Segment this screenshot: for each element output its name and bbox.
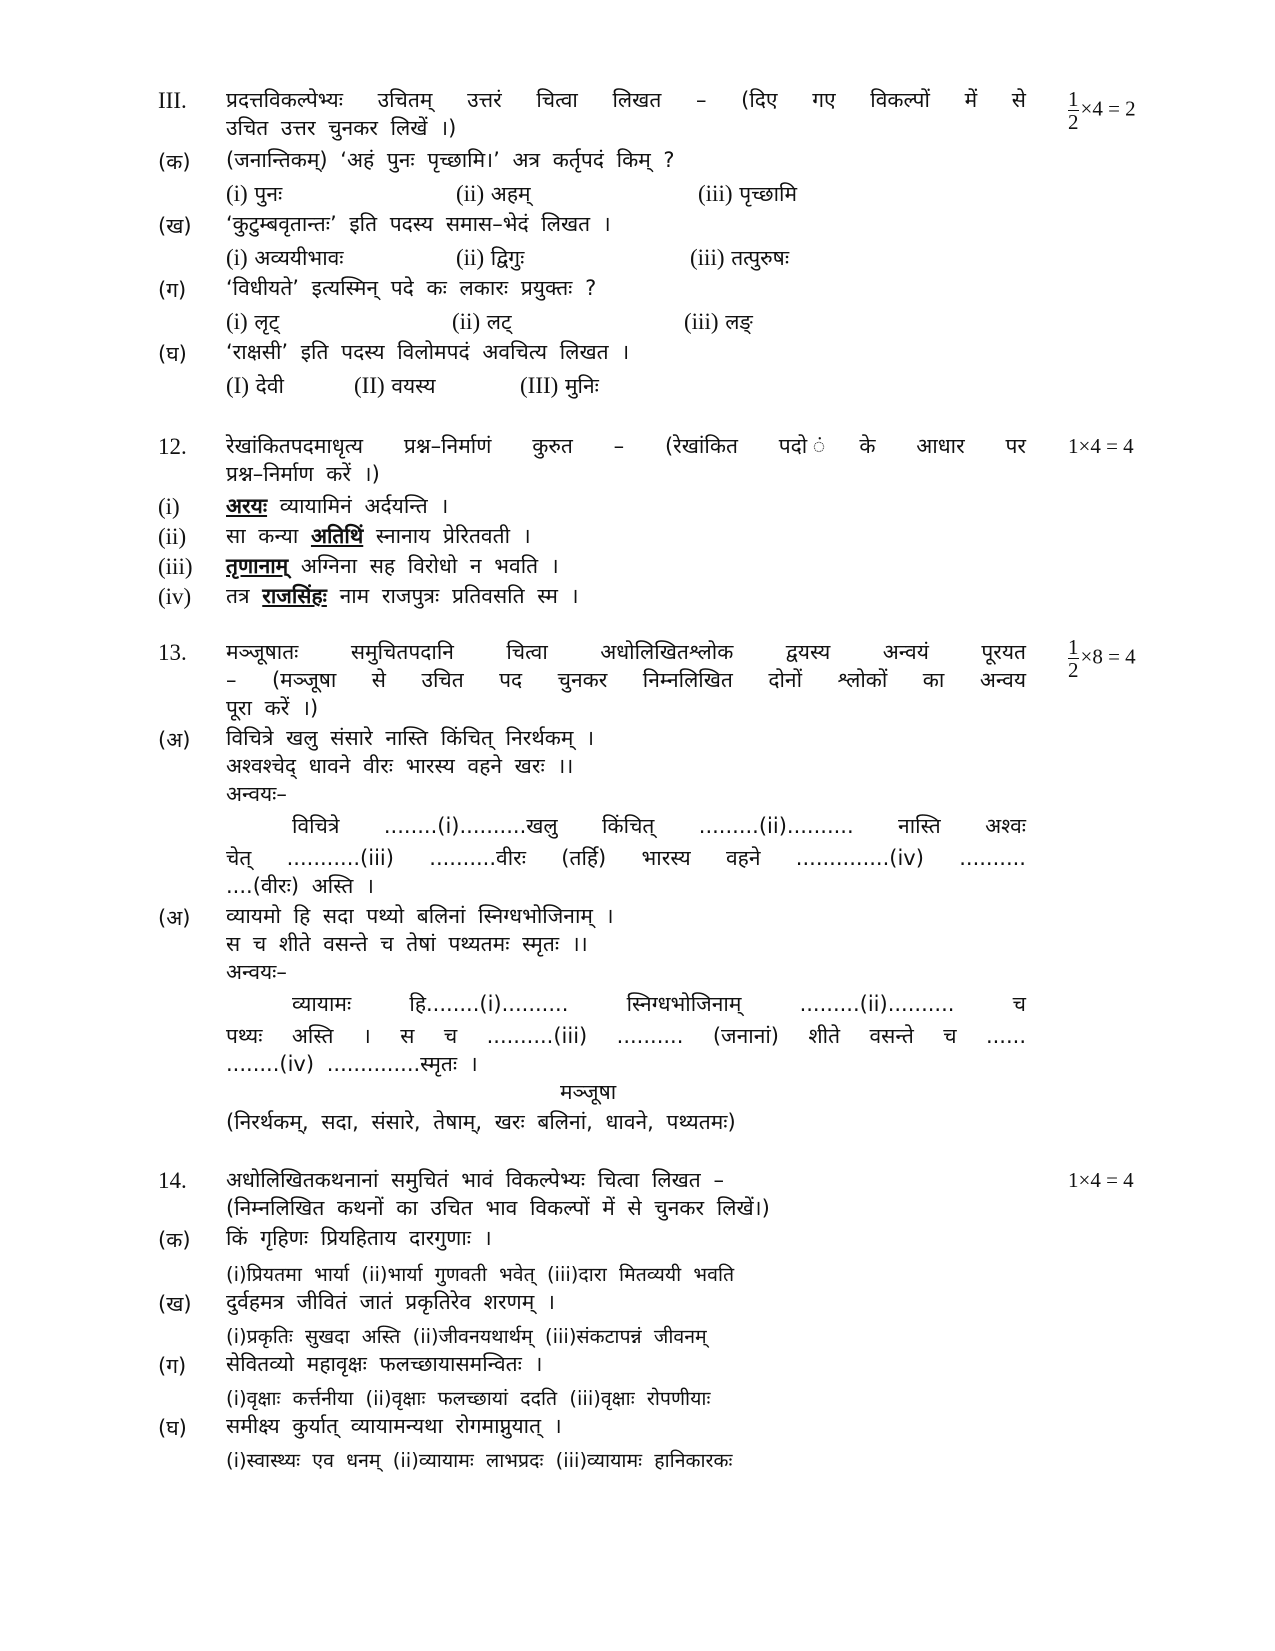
underlined-word: अतिथिं [310,524,364,548]
marks: 1×4 = 4 [1068,1168,1134,1192]
item-label: (iv) [158,584,192,609]
option: (iii) लङ् [684,309,753,334]
verse-line: विचित्रे खलु संसारे नास्ति किंचित् निरर्थकम् । [226,726,595,750]
item-label: (i) [158,494,180,519]
option: (II) वयस्य [354,373,436,398]
item-label: (अ) [158,906,191,930]
item-label: (क) [158,1228,191,1252]
option: (iii) तत्पुरुषः [690,245,790,270]
item-text: (जनान्तिकम्) ‘अहं पुनः पृच्छामि।’ अत्र कर्तृपदं किम् ? [226,148,675,172]
word-box-title: मञ्जूषा [560,1080,617,1104]
item-label: (ii) [158,524,187,549]
item-text: अरयः व्यायामिनं अर्दयन्ति । [226,494,449,518]
fill-line: विचित्रे ........(i)..........खलु किंचित् .........(ii).......... नास्ति अश्वः [292,814,1026,838]
question-text: मञ्जूषातः समुचितपदानि चित्वा अधोलिखितश्लोक द्वयस्य अन्वयं पूरयत [226,640,1026,664]
option: (ii) अहम् [456,181,531,206]
marks-denominator: 2 [1068,658,1079,683]
fill-line: व्यायामः हि........(i).......... स्निग्धभोजिनाम् .........(ii).......... च [292,992,1026,1016]
item-text: तत्र राजसिंहः नाम राजपुत्रः प्रतिवसति स्म । [226,584,579,608]
marks-multiplier: ×4 = 2 [1080,96,1136,121]
item-label: (घ) [158,342,187,366]
item-text: ‘कुटुम्बवृतान्तः’ इति पदस्य समास–भेदं लिखत । [226,212,611,236]
marks-numerator: 1 [1068,87,1079,111]
question-number: 13. [158,640,187,665]
options-line: (i)प्रियतमा भार्या (ii)भार्या गुणवती भवेत् (iii)दारा मितव्ययी भवति [226,1263,735,1286]
question-text: अधोलिखितकथनानां समुचितं भावं विकल्पेभ्यः चित्वा लिखत – [226,1168,724,1192]
item-label: (क) [158,150,191,174]
item-text: किं गृहिणः प्रियहिताय दारगुणाः । [226,1226,492,1250]
underlined-word: राजसिंहः [262,584,327,608]
anvaya-label: अन्वयः– [226,960,287,984]
marks [1068,636,1136,681]
question-number: III. [158,88,187,113]
fill-line: ........(iv) ..............स्मृतः । [226,1052,478,1076]
marks-multiplier: ×8 = 4 [1080,644,1136,669]
marks-denominator: 2 [1068,110,1079,135]
option: (i) लृट् [226,309,280,334]
item-text: सेवितव्यो महावृक्षः फलच्छायासमन्वितः । [226,1352,543,1376]
underlined-word: तृणानाम् [226,554,289,578]
verse-line: स च शीते वसन्ते च तेषां पथ्यतमः स्मृतः ।। [226,932,588,956]
question-text: उचित उत्तर चुनकर लिखें ।) [226,116,457,140]
underlined-word: अरयः [226,494,268,518]
item-label: (ग) [158,278,187,302]
marks [1068,88,1136,133]
item-text: ‘राक्षसी’ इति पदस्य विलोमपदं अवचित्य लिखत । [226,340,630,364]
item-label: (iii) [158,554,193,579]
verse-line: व्यायमो हि सदा पथ्यो बलिनां स्निग्धभोजिनाम् । [226,904,614,928]
marks-numerator: 1 [1068,635,1079,659]
options-line: (i)स्वास्थ्यः एव धनम् (ii)व्यायामः लाभप्रदः (iii)व्यायामः हानिकारकः [226,1449,733,1472]
item-label: (ख) [158,214,192,238]
option: (ii) द्विगुः [456,245,525,270]
item-label: (अ) [158,728,191,752]
question-text: – (मञ्जूषा से उचित पद चुनकर निम्नलिखित दोनों श्लोकों का अन्वय [226,668,1026,692]
verse-line: अश्वश्चेद् धावने वीरः भारस्य वहने खरः ।। [226,754,574,778]
option: (ii) लट् [452,309,512,334]
item-label: (ग) [158,1354,187,1378]
fill-line: पथ्यः अस्ति । स च ..........(iii) .......... (जनानां) शीते वसन्ते च ...... [226,1024,1026,1048]
question-text: प्रश्न–निर्माण करें ।) [226,462,380,486]
marks: 1×4 = 4 [1068,434,1134,458]
item-text: ‘विधीयते’ इत्यस्मिन् पदे कः लकारः प्रयुक्तः ? [226,276,597,300]
anvaya-label: अन्वयः– [226,782,287,806]
item-text: तृणानाम् अग्निना सह विरोधो न भवति । [226,554,559,578]
item-text: दुर्वहमत्र जीवितं जातं प्रकृतिरेव शरणम् । [226,1290,555,1314]
question-text: प्रदत्तविकल्पेभ्यः उचितम् उत्तरं चित्वा लिखत – (दिए गए विकल्पों में से [226,88,1026,112]
item-text: सा कन्या अतिथिं स्नानाय प्रेरितवती । [226,524,531,548]
option: (III) मुनिः [520,373,599,398]
option: (I) देवी [226,373,284,398]
option: (i) पुनः [226,181,283,206]
fill-line: ....(वीरः) अस्ति । [226,874,374,898]
word-box-words: (निरर्थकम्, सदा, संसारे, तेषाम्, खरः बलिनां, धावने, पथ्यतमः) [226,1110,736,1134]
item-label: (घ) [158,1416,187,1440]
question-text: (निम्नलिखित कथनों का उचित भाव विकल्पों में से चुनकर लिखें।) [226,1196,770,1220]
fill-line: चेत् ...........(iii) ..........वीरः (तर्हि) भारस्य वहने ..............(iv) .......... [226,846,1026,870]
option: (i) अव्ययीभावः [226,245,344,270]
option: (iii) पृच्छामि [698,181,798,206]
options-line: (i)प्रकृतिः सुखदा अस्ति (ii)जीवनयथार्थम् (iii)संकटापन्नं जीवनम् [226,1325,707,1348]
options-line: (i)वृक्षाः कर्त्तनीया (ii)वृक्षाः फलच्छायां ददति (iii)वृक्षाः रोपणीयाः [226,1387,711,1410]
question-text: रेखांकितपदमाधृत्य प्रश्न–निर्माणं कुरुत – (रेखांकित पदो ंके आधार पर [226,434,1026,458]
item-text: समीक्ष्य कुर्यात् व्यायामन्यथा रोगमाप्नुयात् । [226,1414,562,1438]
item-label: (ख) [158,1292,192,1316]
question-text: पूरा करें ।) [226,696,319,720]
question-number: 14. [158,1168,187,1193]
question-number: 12. [158,434,187,459]
